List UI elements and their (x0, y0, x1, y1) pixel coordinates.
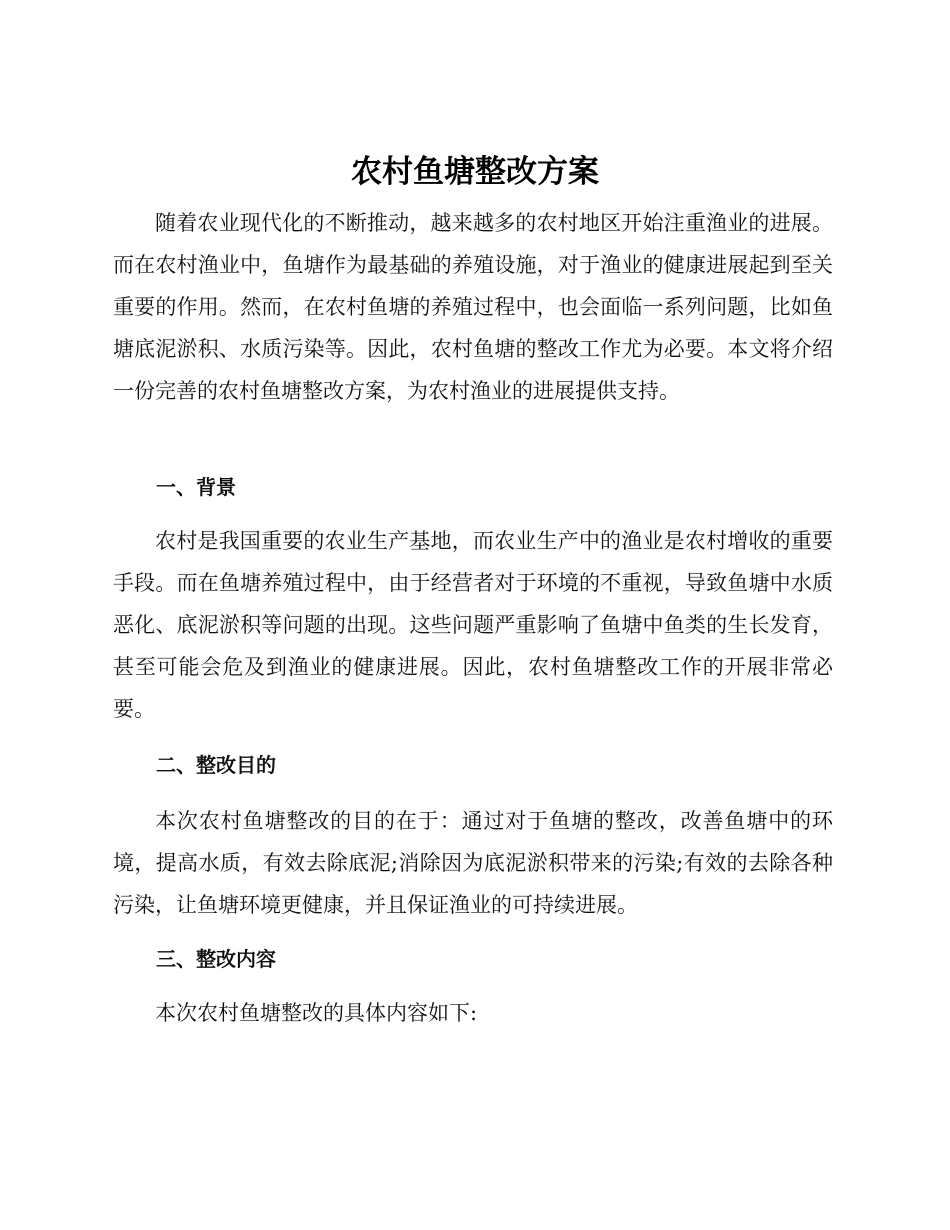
document-title: 农村鱼塘整改方案 (351, 154, 599, 190)
section-heading-background: 一、背景 (156, 475, 236, 499)
section-body-content: 本次农村鱼塘整改的具体内容如下: (155, 1001, 478, 1025)
section-body-background: 农村是我国重要的农业生产基地，而农业生产中的渔业是农村增收的重要手段。而在鱼塘养殖过程中，由于经营者对于环境的不重视，导致鱼塘中水质恶化、底泥淤积等问题的出现。这些问题严重影响了鱼塘中鱼类的生长发育，甚至可能会危及到渔业的健康进展。因此，农村鱼塘整改工作的开展非常必要。 (113, 529, 833, 721)
section-heading-purpose: 二、整改目的 (156, 753, 276, 777)
section-body-purpose: 本次农村鱼塘整改的目的在于：通过对于鱼塘的整改，改善鱼塘中的环境，提高水质，有效去除底泥;消除因为底泥淤积带来的污染;有效的去除各种污染，让鱼塘环境更健康，并且保证渔业的可持续进展。 (113, 809, 833, 917)
intro-paragraph: 随着农业现代化的不断推动，越来越多的农村地区开始注重渔业的进展。而在农村渔业中，鱼塘作为最基础的养殖设施，对于渔业的健康进展起到至关重要的作用。然而，在农村鱼塘的养殖过程中，也会面临一系列问题，比如鱼塘底泥淤积、水质污染等。因此，农村鱼塘的整改工作尤为必要。本文将介绍一份完善的农村鱼塘整改方案，为农村渔业的进展提供支持。 (113, 211, 833, 403)
section-heading-content: 三、整改内容 (156, 947, 276, 971)
